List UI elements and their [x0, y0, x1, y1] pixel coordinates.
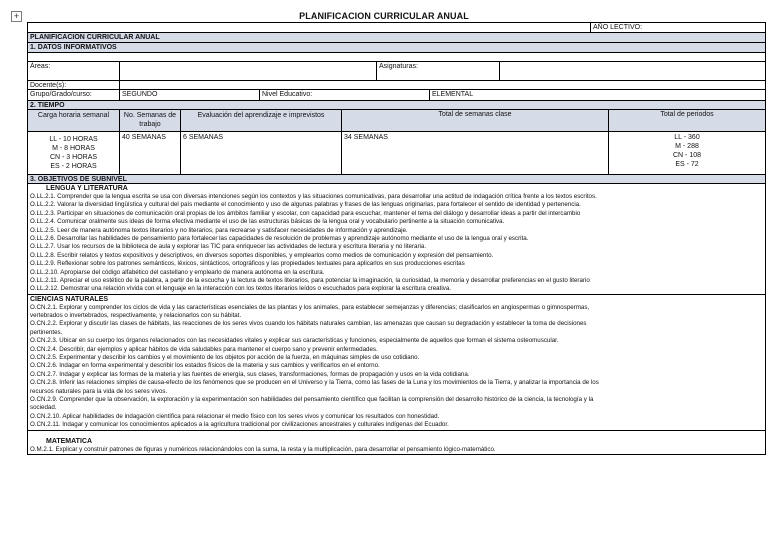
nivel-label: Nivel Educativo: [260, 90, 430, 100]
asignaturas-label: Asignaturas: [377, 62, 500, 80]
nivel-value: ELEMENTAL [432, 91, 474, 98]
ciencias-objective: O.CN.2.6. Indagar en forma experimental y describir los estados físicos de la materia y sus cambios y verificarlos en el entorno. [30, 362, 380, 370]
total-semanas-value: 34 SEMANAS [342, 132, 609, 174]
matematica-objective: O.M.2.1. Explicar y construir patrones de figuras y numéricos relacionándolos con la suma, la resta y la multiplicación, para desarrollar el pensamiento lógico-matemático. [30, 445, 496, 453]
periodos-header: Total de periodos [660, 111, 714, 118]
lengua-objective: O.LL.2.8. Escribir relatos y textos expositivos y descriptivos, en diversos soportes disponibles, y emplearlos como medios de comunicación y expresión del pensamiento. [30, 251, 494, 259]
grupo-value: SEGUNDO [120, 90, 260, 100]
periodos-values: LL - 360 M - 288 CN - 108 ES - 72 [672, 134, 701, 168]
carga-values: LL - 10 HORAS M - 8 HORAS CN - 3 HORAS ES - 2 HORAS [28, 132, 120, 174]
ciencias-objective: O.CN.2.9. Comprender que la observación, la exploración y la experimentación son habilidades del pensamiento científico que facilitan la comprensión del desarrollo histórico de la ciencia, la tecnología y la [30, 395, 594, 403]
lengua-objective: O.LL.2.10. Apropiarse del código alfabético del castellano y emplearlo de manera autónoma en la escritura. [30, 268, 325, 276]
tiempo-heading: 2. TIEMPO [30, 102, 65, 109]
ciencias-objective: O.CN.2.7. Indagar y explicar las formas de la materia y las fuentes de energía, sus clases, transformaciones, formas de propagación y usos en la vida cotidiana. [30, 370, 470, 378]
matematica-heading: MATEMATICA [46, 437, 93, 445]
carga-header: Carga horaria semanal [28, 110, 120, 131]
ciencias-objective: O.CN.2.2. Explorar y discutir las clases de hábitats, las reacciones de los seres vivos cuando los hábitats naturales cambian, las amenazas que causan su degradación y establecer la toma de decisiones [30, 320, 587, 328]
grupo-row [28, 90, 765, 101]
planning-table [27, 22, 766, 455]
datos-heading-row [28, 43, 765, 53]
matematica-objectives-list [28, 446, 765, 454]
areas-label: Áreas: [28, 62, 120, 80]
ciencias-objective: O.CN.2.8. Inferir las relaciones simples de causa-efecto de los fenómenos que se producen en el Universo y la Tierra, como las fases de la Luna y los movimientos de la Tierra, y analizar la importancia de los [30, 379, 599, 387]
total-semanas-header: Total de semanas clase [342, 110, 609, 131]
section-title: PLANIFICACION CURRICULAR ANUAL [30, 34, 160, 41]
matematica-section [28, 431, 765, 454]
ciencias-section [28, 295, 765, 431]
ciencias-objective: O.CN.2.3. Ubicar en su cuerpo los órganos relacionados con las necesidades vitales y explicar sus características y funciones, especialmente de aquellos que forman el sistema osteomuscular. [30, 337, 559, 345]
lengua-objective: O.LL.2.5. Leer de manera autónoma textos literarios y no literarios, para recrearse y satisfacer necesidades de información y aprendizaje. [30, 226, 408, 234]
lengua-objective: O.LL.2.4. Comunicar oralmente sus ideas de forma efectiva mediante el uso de las estructuras básicas de la lengua oral y vocabulario pertinente a la situación comunicativa. [30, 218, 505, 226]
ciencias-objective: O.CN.2.11. Indagar y comunicar los conocimientos aplicados a la agricultura tradicional por civilizaciones ancestrales y culturales indígenas del Ecuador. [30, 421, 449, 429]
ciencias-heading: CIENCIAS NATURALES [30, 295, 109, 303]
ciencias-objective: O.CN.2.10. Aplicar habilidades de indagación científica para relacionar el medio físico con los seres vivos y comunicar los resultados con honestidad. [30, 412, 440, 420]
grupo-label: Grupo/Grado/curso: [28, 90, 120, 100]
semanas-header: No. Semanas de trabajo [120, 110, 181, 131]
docente-field[interactable] [120, 81, 765, 89]
areas-row [28, 62, 765, 81]
ano-lectivo-row [28, 23, 765, 33]
docente-label: Docente(s): [28, 81, 120, 89]
ano-lectivo-label: AÑO LECTIVO: [593, 24, 643, 31]
ciencias-objectives-list [28, 304, 765, 430]
ciencias-objective: O.CN.2.1. Explorar y comprender los ciclos de vida y las características esenciales de las plantas y los animales, para establecer semejanzas y diferencias; clasificarlos en angiospermas o gimnospermas, [30, 303, 590, 311]
asignaturas-field[interactable] [500, 62, 765, 80]
docente-row [28, 81, 765, 90]
areas-field[interactable] [120, 62, 377, 80]
document-title: PLANIFICACION CURRICULAR ANUAL [299, 11, 469, 21]
lengua-objective: O.LL.2.12. Demostrar una relación vívida con el lenguaje en la interacción con los textos literarios leídos o escuchados para explorar la escritura creativa. [30, 285, 451, 293]
lengua-section [28, 184, 765, 295]
lengua-objective: O.LL.2.7. Usar los recursos de la biblioteca de aula y explorar las TIC para enriquecer las actividades de lectura y escritura literaria y no literaria. [30, 243, 427, 251]
evaluacion-header: Evaluación del aprendizaje e imprevistos [181, 110, 342, 131]
evaluacion-value: 6 SEMANAS [181, 132, 342, 174]
tiempo-values-row [28, 132, 765, 175]
ciencias-objective: O.CN.2.5. Experimentar y describir los cambios y el movimiento de los objetos por acción de la fuerza, en máquinas simples de uso cotidiano. [30, 354, 420, 362]
ciencias-objective: O.CN.2.4. Describir, dar ejemplos y aplicar hábitos de vida saludables para mantener el cuerpo sano y prevenir enfermedades. [30, 345, 378, 353]
objetivos-heading: 3. OBJETIVOS DE SUBNIVEL [30, 176, 127, 183]
table-move-handle-icon[interactable]: + [11, 11, 22, 22]
lengua-objective: O.LL.2.3. Participar en situaciones de comunicación oral propias de los ámbitos familiar y escolar, con capacidad para escuchar, mantener el tema del diálogo y desarrollar ideas a partir del intercambio [30, 209, 581, 217]
lengua-objective: O.LL.2.1. Comprender que la lengua escrita se usa con diversas intenciones según los contextos y las situaciones comunicativas, para desarrollar una actitud de indagación crítica frente a los textos escritos. [30, 193, 597, 200]
lengua-objective: O.LL.2.2. Valorar la diversidad lingüística y cultural del país mediante el conocimiento y uso de algunas palabras y frases de las lenguas originarias, para fortalecer el sentido de identidad y pertenencia. [30, 201, 581, 209]
semanas-value: 40 SEMANAS [120, 132, 181, 174]
lengua-objective: O.LL.2.11. Apreciar el uso estético de la palabra, a partir de la escucha y la lectura de textos literarios, para potenciar la imaginación, la curiosidad, la memoria y desarrollar preferencias en el gusto literario [30, 276, 590, 284]
ciencias-objective: pertinentes. [30, 328, 63, 336]
objetivos-heading-row [28, 175, 765, 184]
section-title-row [28, 33, 765, 43]
tiempo-header-row [28, 110, 765, 132]
lengua-objective: O.LL.2.6. Desarrollar las habilidades de pensamiento para fortalecer las capacidades de resolución de problemas y aprendizaje autónomo mediante el uso de la lengua oral y escrita. [30, 234, 529, 242]
datos-heading: 1. DATOS INFORMATIVOS [30, 44, 117, 51]
lengua-heading: LENGUA Y LITERATURA [46, 185, 128, 192]
ciencias-objective: vertebrados o invertebrados, respectivamente, y relacionarlos con su hábitat. [30, 312, 242, 320]
lengua-objectives-list [28, 193, 765, 294]
ciencias-objective: recursos naturales para la vida de los seres vivos. [30, 387, 168, 395]
lengua-objective: O.LL.2.9. Reflexionar sobre los patrones semánticos, léxicos, sintácticos, ortográficos y las propiedades textuales para aplicarlos en sus producciones escritas [30, 260, 465, 268]
ciencias-objective: sociedad. [30, 404, 57, 412]
tiempo-heading-row [28, 101, 765, 110]
